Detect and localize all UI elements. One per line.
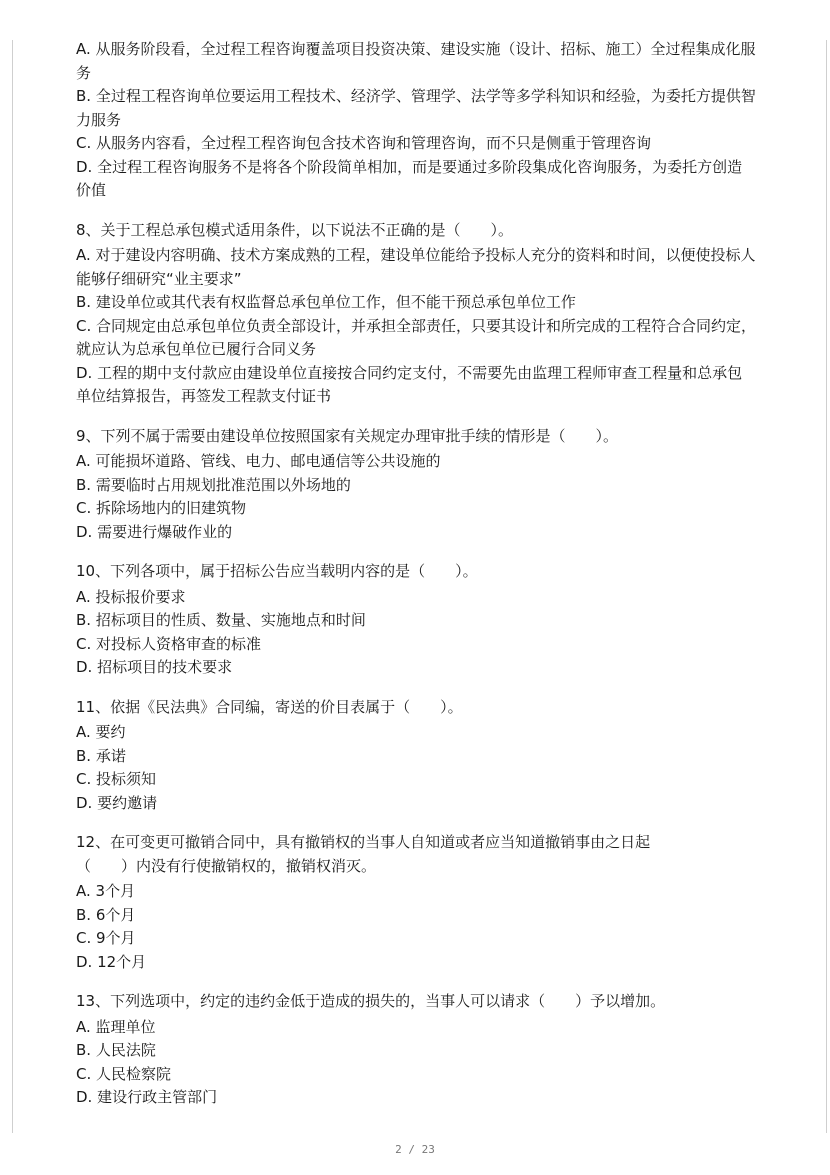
option-b: B. 建设单位或其代表有权监督总承包单位工作，但不能干预总承包单位工作 [76, 293, 576, 311]
option-b: B. 招标项目的性质、数量、实施地点和时间 [76, 611, 366, 629]
option-b: B. 全过程工程咨询单位要运用工程技术、经济学、管理学、法学等多学科知识和经验，为委托方提供智力服务 [76, 87, 756, 129]
question-title: 9、下列不属于需要由建设单位按照国家有关规定办理审批手续的情形是（ ）。 [76, 426, 619, 445]
option-a: A. 要约 [76, 723, 126, 741]
question-9 [76, 425, 756, 545]
option-d: D. 招标项目的技术要求 [76, 658, 233, 676]
option-c: C. 人民检察院 [76, 1064, 172, 1083]
option-d: D. 全过程工程咨询服务不是将各个阶段简单相加，而是要通过多阶段集成化咨询服务，为委托方创造价值 [76, 157, 743, 199]
page-content [76, 38, 756, 1110]
option-b: B. 需要临时占用规划批准范围以外场地的 [76, 475, 351, 494]
question-8 [76, 219, 756, 409]
question-title-line: （ ）内没有行使撤销权的，撤销权消灭。 [76, 856, 377, 875]
option-d: D. 工程的期中支付款应由建设单位直接按合同约定支付，不需要先由监理工程师审查工程量和总承包单位结算报告，再签发工程款支付证书 [76, 363, 743, 405]
page-left-edge [12, 40, 13, 1133]
page-right-edge [826, 40, 827, 1133]
question-7-options [76, 38, 756, 203]
question-12 [76, 831, 756, 974]
option-b: B. 6个月 [76, 905, 136, 924]
question-13 [76, 990, 756, 1110]
option-c: C. 合同规定由总承包单位负责全部设计，并承担全部责任，只要其设计和所完成的工程符合合同约定，就应认为总承包单位已履行合同义务 [76, 316, 757, 358]
page-number: 2 / 23 [395, 1143, 435, 1156]
option-b: B. 承诺 [76, 746, 126, 765]
option-a: A. 从服务阶段看，全过程工程咨询覆盖项目投资决策、建设实施（设计、招标、施工）全过程集成化服务 [76, 40, 756, 82]
option-a: A. 3个月 [76, 882, 136, 900]
option-c: C. 9个月 [76, 929, 136, 947]
option-a: A. 监理单位 [76, 1017, 156, 1036]
option-d: D. 要约邀请 [76, 793, 158, 812]
option-a: A. 投标报价要求 [76, 587, 186, 606]
option-d: D. 需要进行爆破作业的 [76, 522, 233, 541]
question-title: 13、下列选项中，约定的违约金低于造成的损失的，当事人可以请求（ ）予以增加。 [76, 992, 666, 1010]
option-d: D. 建设行政主管部门 [76, 1088, 218, 1106]
question-title [76, 831, 756, 878]
question-title: 11、依据《民法典》合同编，寄送的价目表属于（ ）。 [76, 697, 463, 716]
question-11 [76, 696, 756, 816]
option-a: A. 可能损坏道路、管线、电力、邮电通信等公共设施的 [76, 452, 441, 470]
option-c: C. 从服务内容看，全过程工程咨询包含技术咨询和管理咨询，而不只是侧重于管理咨询 [76, 134, 652, 152]
question-10 [76, 560, 756, 680]
option-a: A. 对于建设内容明确、技术方案成熟的工程，建设单位能给予投标人充分的资料和时间，以便使投标人能够仔细研究“业主要求” [76, 246, 756, 288]
question-title: 10、下列各项中，属于招标公告应当载明内容的是（ ）。 [76, 562, 478, 580]
option-c: C. 对投标人资格审查的标准 [76, 634, 262, 653]
option-c: C. 拆除场地内的旧建筑物 [76, 499, 247, 517]
option-c: C. 投标须知 [76, 770, 157, 788]
option-d: D. 12个月 [76, 952, 147, 971]
option-b: B. 人民法院 [76, 1041, 156, 1059]
question-title: 8、关于工程总承包模式适用条件，以下说法不正确的是（ ）。 [76, 220, 514, 239]
question-title-line: 12、在可变更可撤销合同中，具有撤销权的当事人自知道或者应当知道撤销事由之日起 [76, 833, 651, 851]
